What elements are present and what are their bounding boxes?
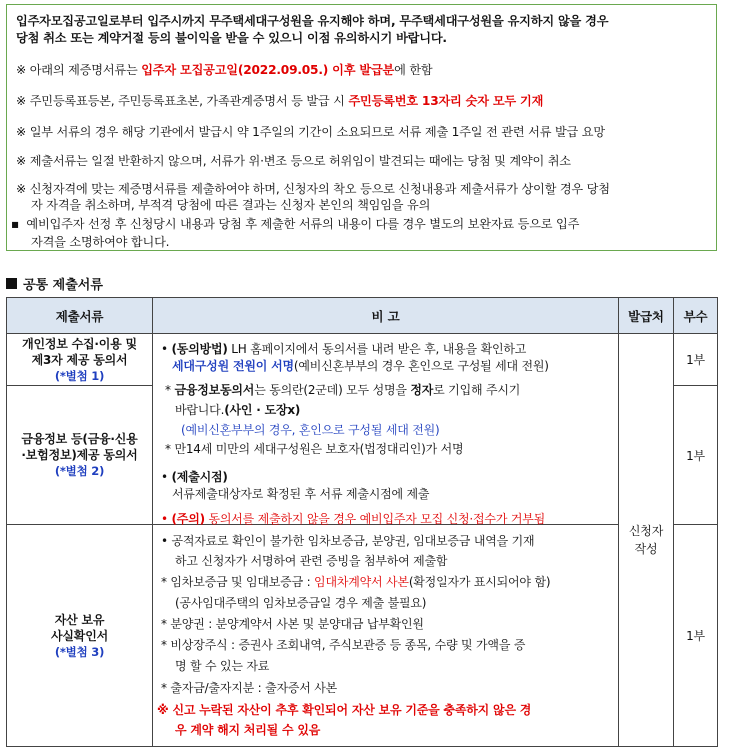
- doc-name-cell: 자산 보유 사실확인서 (*별첨 3): [7, 525, 153, 747]
- header-docs: 제출서류: [7, 298, 153, 334]
- notice-intro-line2: 당첨 취소 또는 계약거절 등의 불이익을 받을 수 있으니 이점 유의하시기 바랍니다.: [16, 31, 447, 45]
- attachment-ref: (*별첨 2): [54, 464, 105, 479]
- bullet-icon: •: [161, 342, 168, 356]
- all-members-sign-highlight: 세대구성원 전원이 서명: [172, 359, 294, 373]
- header-count: 부수: [674, 298, 718, 334]
- count-cell: 1부: [674, 386, 718, 525]
- table-row: [7, 525, 718, 747]
- notice-bullet-6: ▪ 예비입주자 선정 후 신청당시 내용과 당첨 후 제출한 서류의 내용이 다를 경우 별도의 보완자료 등으로 입주: [11, 217, 580, 231]
- doc-name-cell: 개인정보 수집·이용 및 제3자 제공 동의서 (*별첨 1): [7, 334, 153, 386]
- note-mark-icon: ※: [16, 182, 27, 196]
- notice-bullet-1: ※ 아래의 제증명서류는 입주자 모집공고일(2022.09.05.) 이후 발급분에 한함: [16, 63, 433, 77]
- note-mark-icon: ※: [16, 125, 27, 139]
- attachment-ref: (*별첨 1): [54, 368, 105, 383]
- square-bullet-icon: ▪: [11, 217, 20, 231]
- header-remarks: 비 고: [153, 298, 619, 334]
- doc-name-cell: 금융정보 등(금융·신용 ·보험정보)제공 동의서 (*별첨 2): [7, 386, 153, 525]
- remarks-consent-cell: • (동의방법) LH 홈페이지에서 동의서를 내려 받은 후, 내용을 확인하고 세대구성원 전원이 서명(예비신혼부부의 경우 혼인으로 구성될 세대 전원) * 금융정보동의서는 동의란(2군데) 모두 성명을 정자로 기입해 주시기 바랍니다.(사인 · 도장x) (예비신혼부부의 경우, 혼인으로 구성될 세대 전원) * 만14세 미만의 세대구성원은 보호자(법정대리인)가 서명 • (제출시점) 서류제출대상자로 확정된 후 서류 제출시점에 제출 • (주의) 동의서를 제출하지 않을 경우 예비입주자 모집 신청·접수가 거부됨: [153, 334, 619, 525]
- header-issuer: 발급처: [619, 298, 674, 334]
- bullet-icon: •: [161, 512, 168, 526]
- section-title: 공통 제출서류: [6, 274, 103, 293]
- note-mark-icon: ※: [16, 154, 27, 168]
- notice-bullet-2: ※ 주민등록표등본, 주민등록표초본, 가족관계증명서 등 발급 시 주민등록번호 13자리 숫자 모두 기재: [16, 94, 544, 108]
- square-bullet-icon: [6, 278, 17, 289]
- notice-bullet-5: ※ 신청자격에 맞는 제증명서류를 제출하여야 하며, 신청자의 착오 등으로 신청내용과 제출서류가 상이할 경우 당첨: [16, 182, 610, 196]
- asset-warning: ※ 신고 누락된 자산이 추후 확인되어 자산 보유 기준을 충족하지 않은 경: [157, 703, 532, 717]
- table-header-row: [7, 298, 718, 334]
- notice-box: [6, 4, 717, 251]
- count-cell: 1부: [674, 525, 718, 747]
- notice-bullet-3: ※ 일부 서류의 경우 해당 기관에서 발급시 약 1주일의 기간이 소요되므로 서류 제출 1주일 전 관련 서류 발급 요망: [16, 125, 605, 139]
- resident-number-highlight: 주민등록번호 13자리 숫자 모두 기재: [348, 94, 544, 108]
- table-row: [7, 334, 718, 386]
- documents-table: [6, 297, 718, 747]
- note-mark-icon: ※: [16, 63, 27, 77]
- note-mark-icon: ※: [16, 94, 27, 108]
- issuer-cell: 신청자 작성: [619, 334, 674, 747]
- notice-bullet-6-cont: 자격을 소명하여야 합니다.: [31, 235, 170, 249]
- notice-intro-line1: 입주자모집공고일로부터 입주시까지 무주택세대구성원을 유지해야 하며, 무주택세대구성원을 유지하지 않을 경우: [16, 14, 609, 28]
- notice-bullet-5-cont: 자 자격을 취소하며, 부적격 당첨에 따른 결과는 신청자 본인의 책임임을 유의: [31, 198, 431, 212]
- lease-contract-highlight: 임대차계약서 사본: [314, 575, 409, 589]
- bullet-icon: •: [161, 470, 168, 484]
- attachment-ref: (*별첨 3): [54, 644, 105, 659]
- remarks-asset-cell: • 공적자료로 확인이 불가한 임차보증금, 분양권, 임대보증금 내역을 기재 하고 신청자가 서명하여 관련 증빙을 첨부하여 제출함 * 임차보증금 및 임대보증금 : 임대차계약서 사본(확정일자가 표시되어야 함) (공사임대주택의 임차보증금일 경우 제출 불필요) * 분양권 : 분양계약서 사본 및 분양대금 납부확인원 * 비상장주식 : 증권사 조회내역, 주식보관증 등 종목, 수량 및 가액을 증 명 할 수 있는 자료 * 출자금/출자지분 : 출자증서 사본 ※ 신고 누락된 자산이 추후 확인되어 자산 보유 기준을 충족하지 않은 경 우 계약 해지 처리될 수 있음: [153, 525, 619, 747]
- issue-date-highlight: 입주자 모집공고일(2022.09.05.) 이후 발급분: [141, 63, 395, 77]
- count-cell: 1부: [674, 334, 718, 386]
- notice-bullet-4: ※ 제출서류는 일절 반환하지 않으며, 서류가 위·변조 등으로 허위임이 발견되는 때에는 당첨 및 계약이 취소: [16, 154, 571, 168]
